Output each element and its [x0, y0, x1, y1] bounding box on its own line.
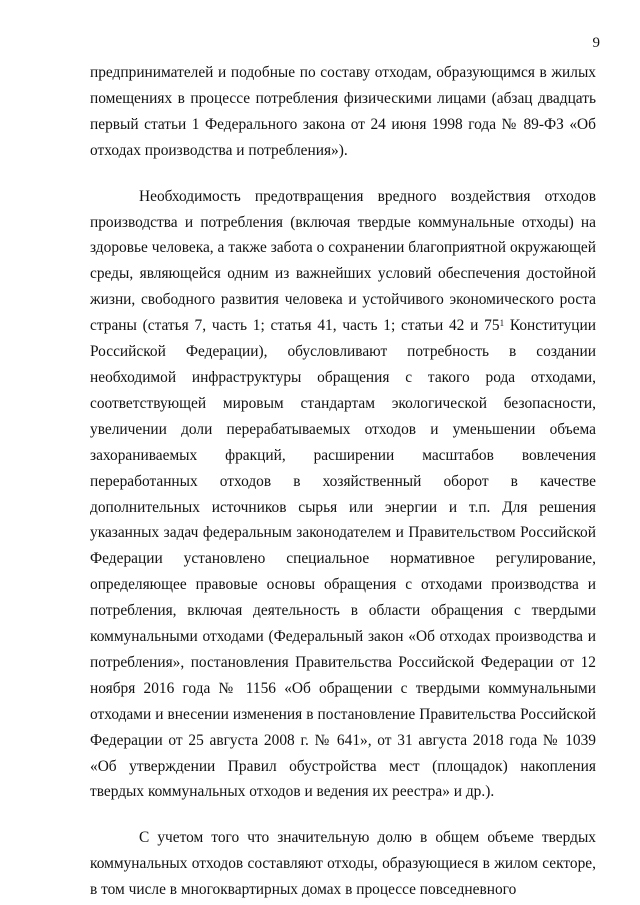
- document-body: [90, 60, 596, 903]
- paragraph-considering: С учетом того что значительную долю в общем объеме твердых коммунальных отходов составляют отходы, образующиеся в жилом секторе, в том числе в многоквартирных домах в процессе повседневного: [90, 829, 596, 899]
- paragraph-continuation: предпринимателей и подобные по составу отходам, образующимся в жилых помещениях в процессе потребления физическими лицами (абзац двадцать первый статьи 1 Федерального закона от 24 июня 1998 года № 89-ФЗ «Об отходах производства и потребления»).: [90, 64, 596, 159]
- article-75-superscript: 1: [499, 318, 505, 329]
- paragraph-spacer: [90, 805, 596, 825]
- paragraph-necessity-text-part2: Конституции Российской Федерации), обусловливают потребность в создании необходимой инфраструктуры обращения с такого рода отходами, соответствующей мировым стандартам экологической безопасности, увеличении доли перерабатываемых отходов и уменьшении объема захораниваемых фракций, расширении масштабов вовлечения переработанных отходов в хозяйственный оборот в качестве дополнительных источников сырья или энергии и т.п. Для решения указанных задач федеральным законодателем и Правительством Российской Федерации установлено специальное нормативное регулирование, определяющее правовые основы обращения с отходами производства и потребления, включая деятельность в области обращения с твердыми коммунальными отходами (Федеральный закон «Об отходах производства и потребления», постановления Правительства Российской Федерации от 12 ноября 2016 года № 1156 «Об обращении с твердыми коммунальными отходами и внесении изменения в постановление Правительства Российской Федерации от 25 августа 2008 г. № 641», от 31 августа 2018 года № 1039 «Об утверждении Правил обустройства мест (площадок) накопления твердых коммунальных отходов и ведения их реестра» и др.).: [90, 317, 597, 801]
- paragraph-spacer: [90, 164, 596, 184]
- paragraph-necessity-text-part1: Необходимость предотвращения вредного воздействия отходов производства и потребления (включая твердые коммунальные отходы) на здоровье человека, а также забота о сохранении благоприятной окружающей среды, являющейся одним из важнейших условий обеспечения достойной жизни, свободного развития человека и устойчивого экономического роста страны (статья 7, часть 1; статья 41, часть 1; статьи 42 и 75: [90, 187, 596, 335]
- page-number: 9: [592, 35, 600, 51]
- paragraph-necessity: [90, 184, 596, 806]
